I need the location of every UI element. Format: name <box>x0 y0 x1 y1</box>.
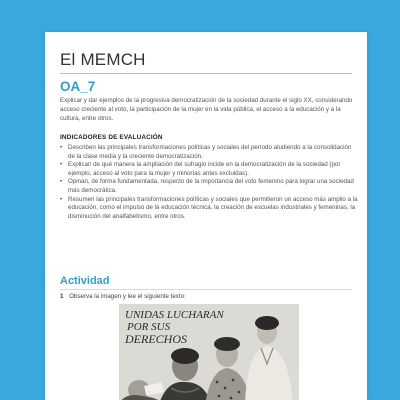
indicator-text: Explican de qué manera la ampliación del sufragio incide en la democratización de la sociedad (por ejemplo, acceso al voto para la mujer y minorías antes excluidas). <box>68 161 341 177</box>
poster-line-3: DERECHOS <box>125 332 187 346</box>
page-title: El MEMCH <box>60 50 146 69</box>
indicator-text: Resumen las principales transformaciones políticas y sociales que permitieron un acceso más amplio a la educación, como el impulso de la educación técnica, la creación de escuelas industriales y femeninas, la disminución del analfabetismo, entre otros. <box>68 195 358 220</box>
worksheet-page <box>45 32 367 400</box>
activity-step <box>60 293 186 300</box>
poster-line-2: POR SUS <box>127 321 171 333</box>
bullet-icon: • <box>60 195 63 203</box>
indicators-heading: INDICADORES DE EVALUACIÓN <box>60 134 163 141</box>
indicator-item <box>60 178 358 195</box>
poster-line-1: UNIDAS LUCHARAN <box>125 309 224 321</box>
indicators-list <box>60 144 358 221</box>
bullet-icon: • <box>60 161 63 169</box>
step-text: Observa la imagen y lee el siguiente texto: <box>69 293 186 300</box>
indicator-item <box>60 196 358 222</box>
indicator-text: Describen las principales transformaciones políticas y sociales del período aludiendo a la consolidación de la clase media y la creciente democratización. <box>68 144 352 160</box>
step-number: 1 <box>60 293 64 300</box>
bullet-icon: • <box>60 178 63 186</box>
activity-heading: Actividad <box>60 275 110 287</box>
indicator-item <box>60 161 358 178</box>
objective-code: OA_7 <box>60 79 96 94</box>
activity-divider <box>60 289 352 290</box>
indicator-text: Opinan, de forma fundamentada, respecto de la importancia del voto femenino para lograr una sociedad más democrática. <box>68 178 354 194</box>
poster-illustration <box>119 304 299 400</box>
memch-poster-image <box>119 304 299 400</box>
bullet-icon: • <box>60 144 63 151</box>
objective-text: Explicar y dar ejemplos de la progresiva democratización de la sociedad durante el siglo XX, considerando acceso creciente al voto, la participación de la mujer en la vida pública, el acceso a la educación y a la cultura, entre otros. <box>60 97 353 122</box>
indicator-item <box>60 144 358 161</box>
title-divider <box>60 73 352 74</box>
